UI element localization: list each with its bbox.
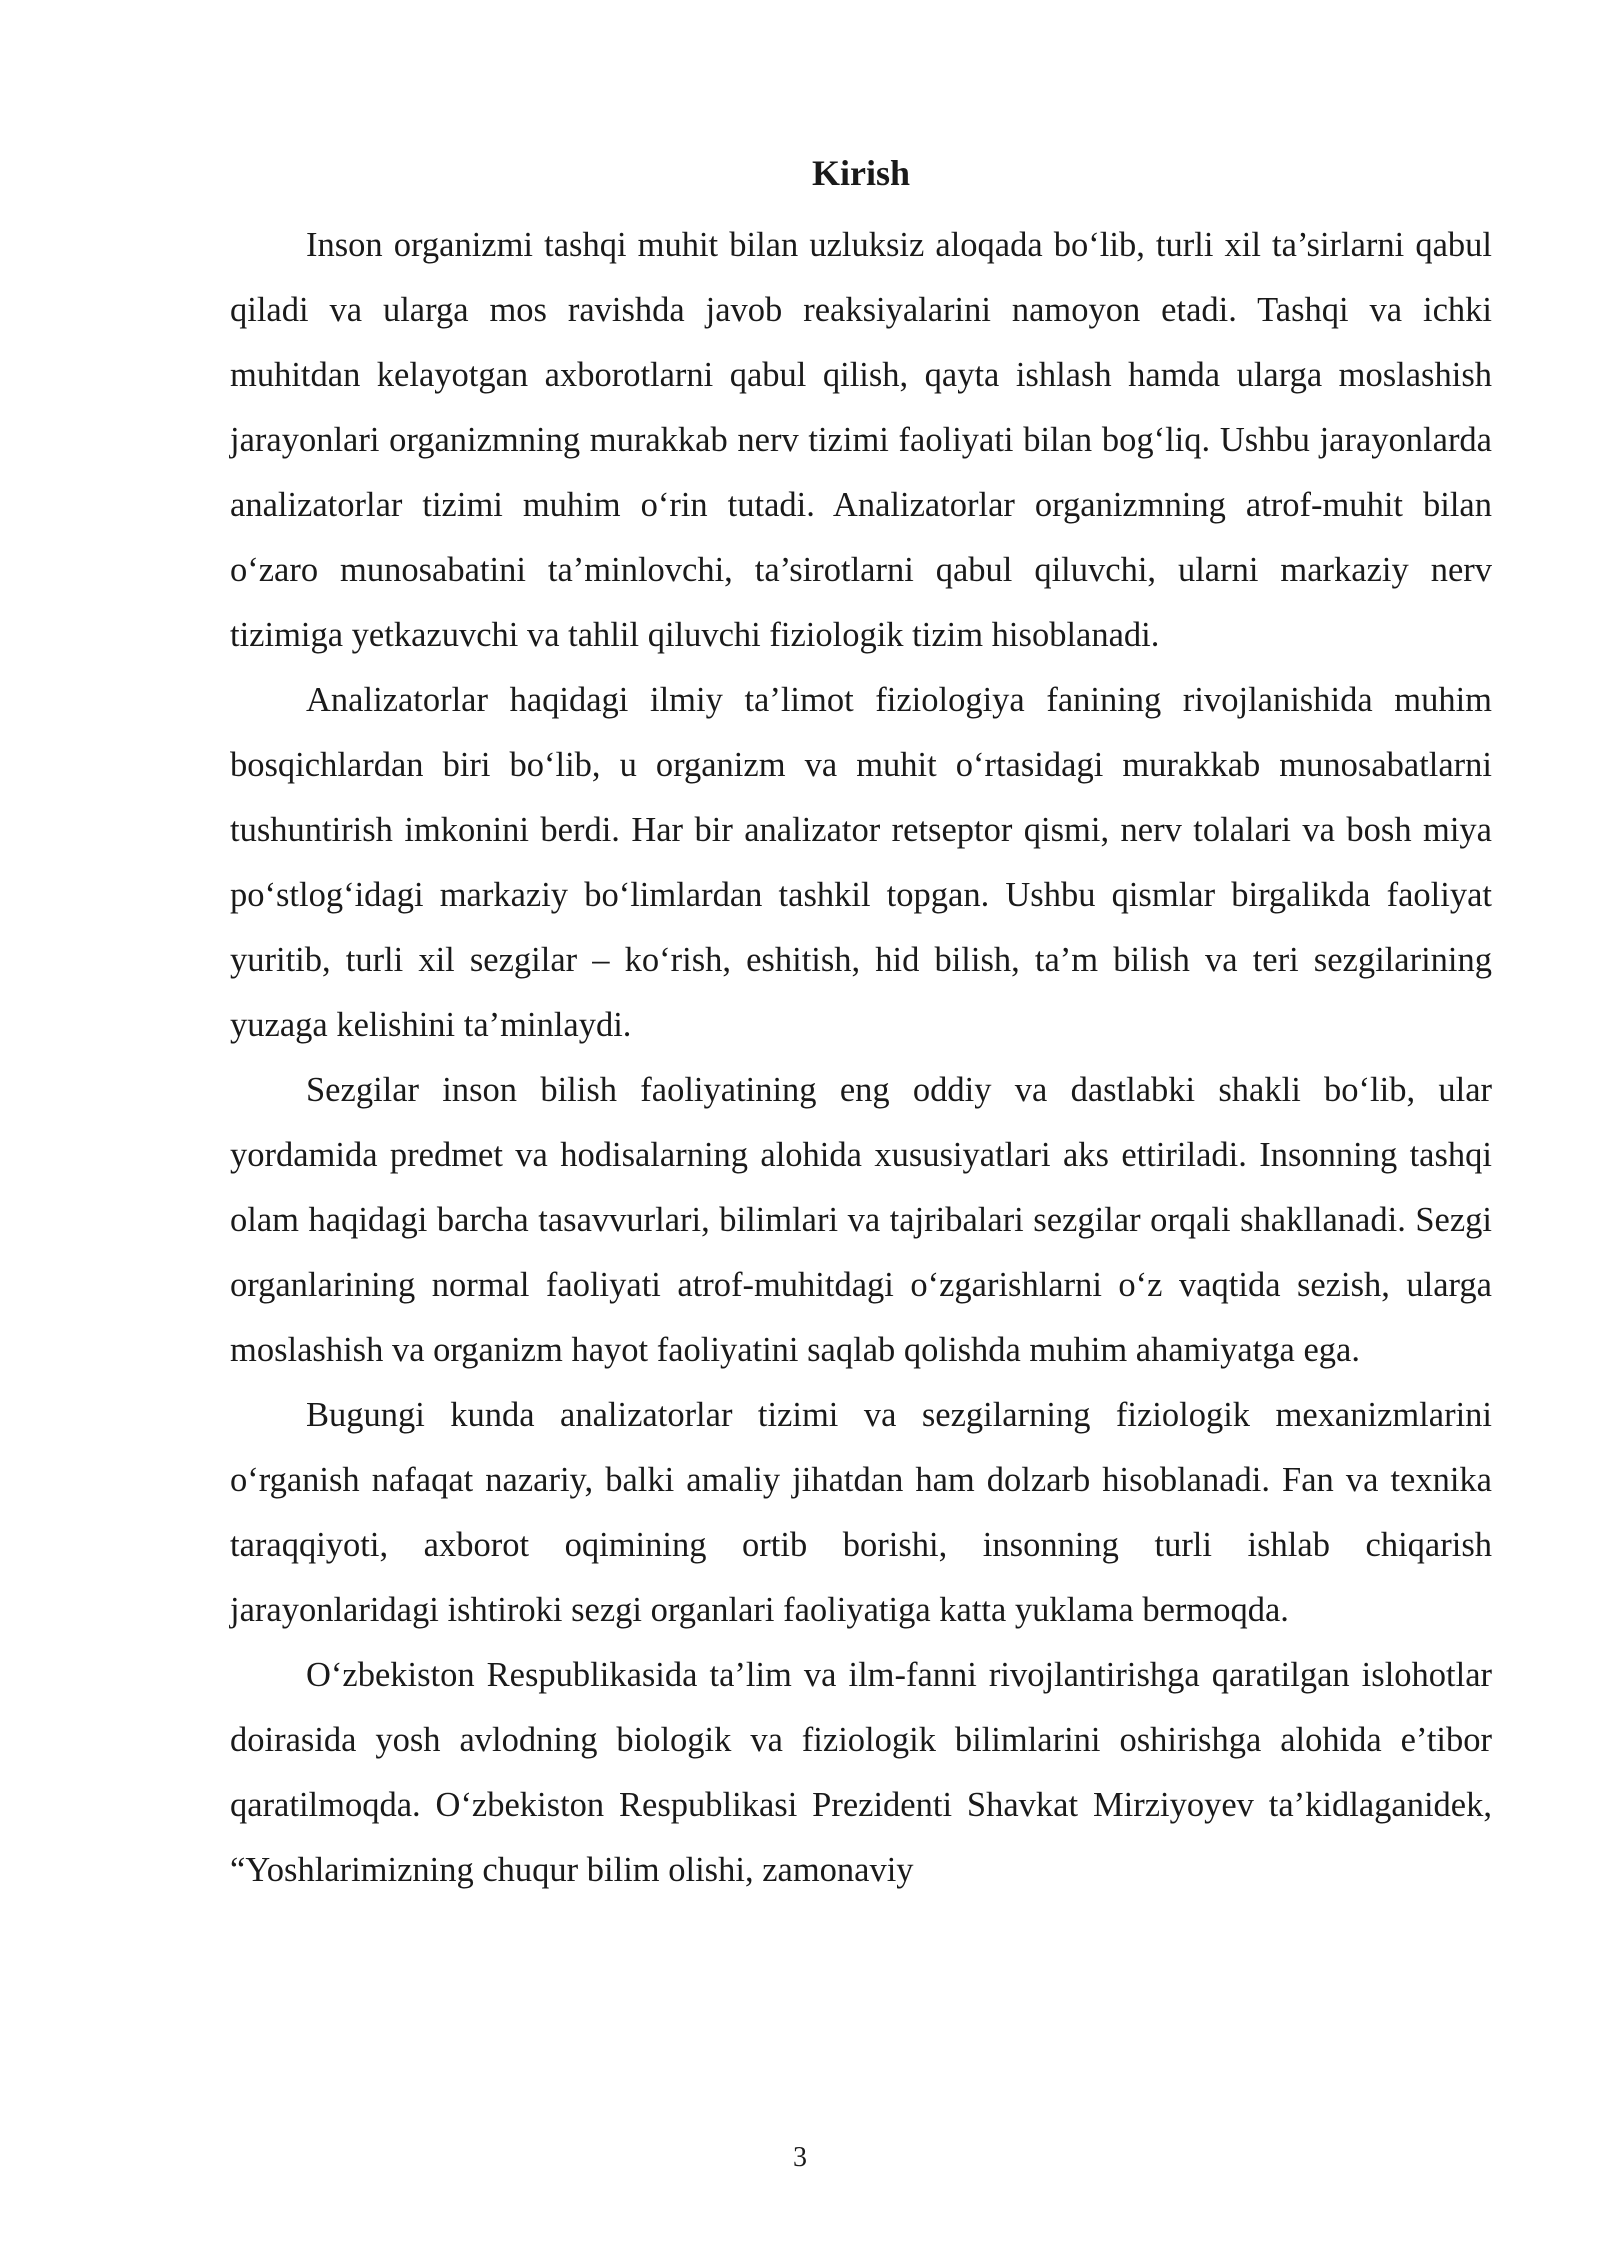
paragraph-5: O‘zbekiston Respublikasida ta’lim va ilm-fanni rivojlantirishga qaratilgan islohotlar doirasida yosh avlodning biologik va fiziologik bilimlarini oshirishga alohida e’tibor qaratilmoqda. O‘zbekiston Respublikasi Prezidenti Shavkat Mirziyoyev ta’kidlaganidek, “Yoshlarimizning chuqur bilim olishi, zamonaviy: [230, 1656, 1492, 1889]
paragraph-3: Sezgilar inson bilish faoliyatining eng oddiy va dastlabki shakli bo‘lib, ular yordamida predmet va hodisalarning alohida xususiyatlari aks ettiriladi. Insonning tashqi olam haqidagi barcha tasavvurlari, bilimlari va tajribalari sezgilar orqali shakllanadi. Sezgi organlarining normal faoliyati atrof-muhitdagi o‘zgarishlarni o‘z vaqtida sezish, ularga moslashish va organizm hayot faoliyatini saqlab qolishda muhim ahamiyatga ega.: [230, 1071, 1492, 1369]
page-body: [230, 148, 1492, 1903]
paragraph-2: Analizatorlar haqidagi ilmiy ta’limot fiziologiya fanining rivojlanishida muhim bosqichlardan biri bo‘lib, u organizm va muhit o‘rtasidagi murakkab munosabatlarni tushuntirish imkonini berdi. Har bir analizator retseptor qismi, nerv tolalari va bosh miya po‘stlog‘idagi markaziy bo‘limlardan tashkil topgan. Ushbu qismlar birgalikda faoliyat yuritib, turli xil sezgilar – ko‘rish, eshitish, hid bilish, ta’m bilish va teri sezgilarining yuzaga kelishini ta’minlaydi.: [230, 681, 1492, 1044]
paragraph-4: Bugungi kunda analizatorlar tizimi va sezgilarning fiziologik mexanizmlarini o‘rganish nafaqat nazariy, balki amaliy jihatdan ham dolzarb hisoblanadi. Fan va texnika taraqqiyoti, axborot oqimining ortib borishi, insonning turli ishlab chiqarish jarayonlaridagi ishtiroki sezgi organlari faoliyatiga katta yuklama bermoqda.: [230, 1396, 1492, 1629]
page-number: 3: [793, 2142, 807, 2173]
paragraph-1: Inson organizmi tashqi muhit bilan uzluksiz aloqada bo‘lib, turli xil ta’sirlarni qabul qiladi va ularga mos ravishda javob reaksiyalarini namoyon etadi. Tashqi va ichki muhitdan kelayotgan axborotlarni qabul qilish, qayta ishlash hamda ularga moslashish jarayonlari organizmning murakkab nerv tizimi faoliyati bilan bog‘liq. Ushbu jarayonlarda analizatorlar tizimi muhim o‘rin tutadi. Analizatorlar organizmning atrof-muhit bilan o‘zaro munosabatini ta’minlovchi, ta’sirotlarni qabul qiluvchi, ularni markaziy nerv tizimiga yetkazuvchi va tahlil qiluvchi fiziologik tizim hisoblanadi.: [230, 226, 1492, 654]
section-heading: Kirish: [811, 153, 910, 193]
